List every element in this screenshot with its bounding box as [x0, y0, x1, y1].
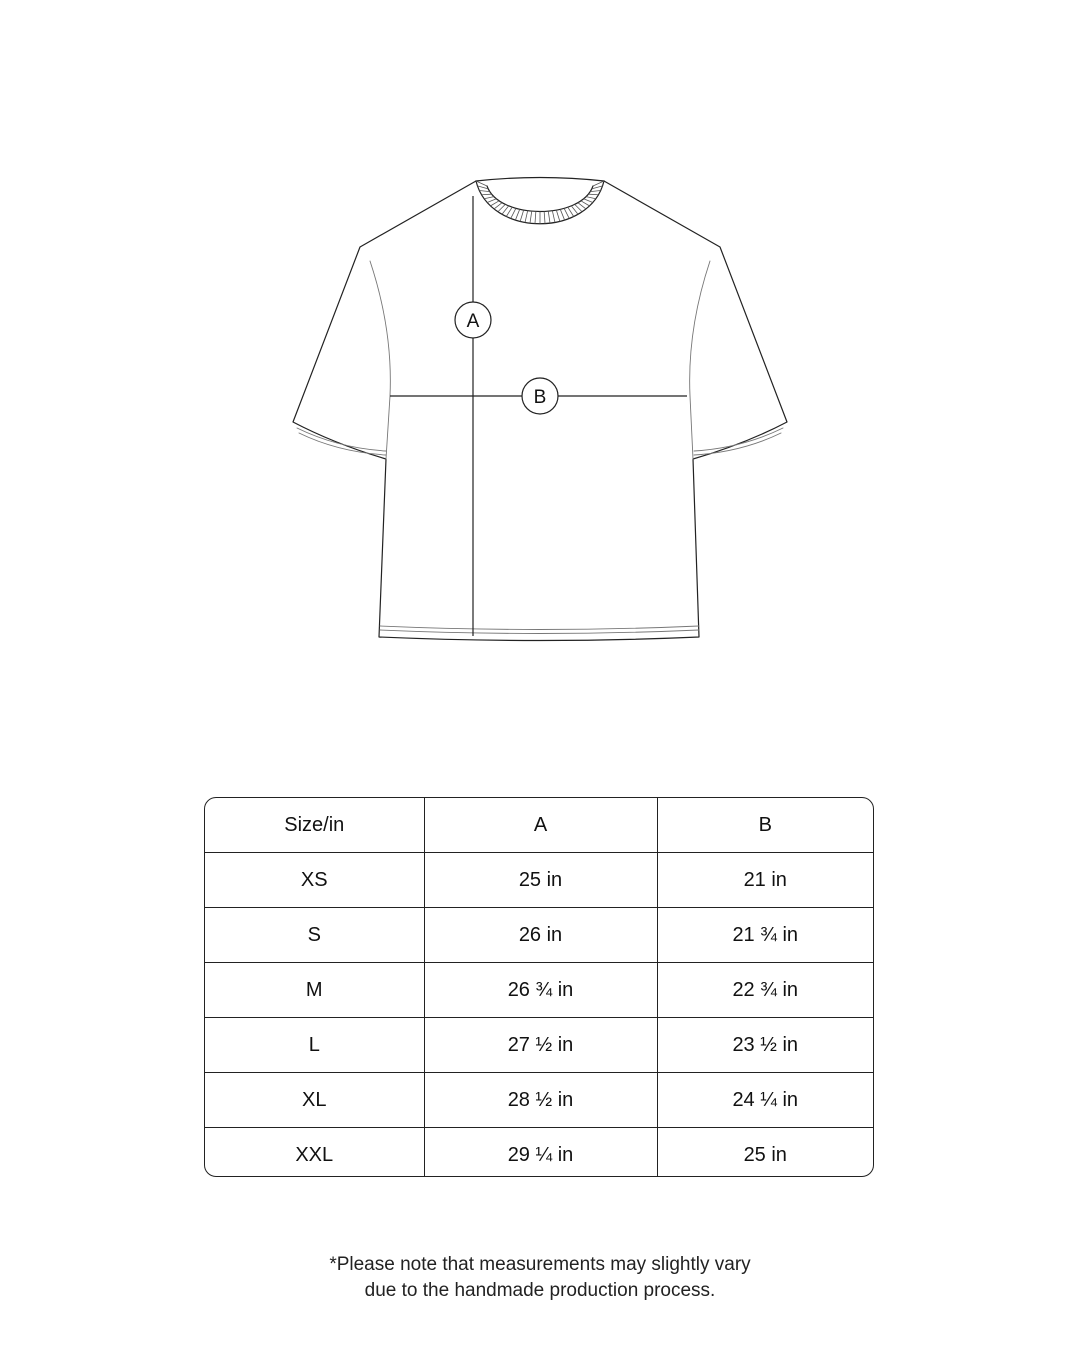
bottom-hem-2 [380, 630, 699, 634]
measure-a-cell: 26 in [424, 908, 657, 963]
measure-b-cell: 21 in [657, 853, 873, 908]
left-sleeve-hem [297, 428, 386, 451]
measure-b-cell: 24 ¼ in [657, 1073, 873, 1128]
table-row [205, 963, 873, 1018]
left-armhole-seam [370, 261, 390, 459]
measure-a-cell: 29 ¼ in [424, 1128, 657, 1178]
svg-text:A: A [466, 311, 480, 332]
marker-b [522, 378, 558, 414]
size-cell: L [205, 1018, 424, 1073]
disclaimer-line-2: due to the handmade production process. [364, 1280, 716, 1301]
collar-inner [487, 186, 593, 212]
table-row [205, 853, 873, 908]
size-cell: XL [205, 1073, 424, 1128]
measure-b-cell: 23 ½ in [657, 1018, 873, 1073]
collar-top [476, 178, 604, 182]
measure-b-cell: 25 in [657, 1128, 873, 1178]
size-cell: M [205, 963, 424, 1018]
table-row [205, 908, 873, 963]
header-size: Size/in [205, 798, 424, 853]
header-a: A [424, 798, 657, 853]
size-table [205, 798, 873, 1177]
disclaimer-line-1: *Please note that measurements may slightly vary [329, 1254, 751, 1275]
svg-text:B: B [533, 387, 547, 408]
measure-a-cell: 25 in [424, 853, 657, 908]
size-cell: XXL [205, 1128, 424, 1178]
collar-ribbing [476, 181, 604, 224]
table-row [205, 1128, 873, 1178]
measure-a-cell: 28 ½ in [424, 1073, 657, 1128]
table-header-row [205, 798, 873, 853]
bottom-hem [380, 626, 699, 630]
measure-b-cell: 22 ¾ in [657, 963, 873, 1018]
size-chart [204, 797, 874, 1177]
measure-a-cell: 26 ¾ in [424, 963, 657, 1018]
size-cell: S [205, 908, 424, 963]
measurement-disclaimer [0, 1252, 1080, 1304]
table-row [205, 1018, 873, 1073]
measure-a-cell: 27 ½ in [424, 1018, 657, 1073]
measure-b-cell: 21 ¾ in [657, 908, 873, 963]
table-row [205, 1073, 873, 1128]
size-cell: XS [205, 853, 424, 908]
marker-a [455, 302, 491, 338]
header-b: B [657, 798, 873, 853]
right-armhole-seam [690, 261, 710, 459]
right-sleeve-hem [694, 428, 783, 451]
